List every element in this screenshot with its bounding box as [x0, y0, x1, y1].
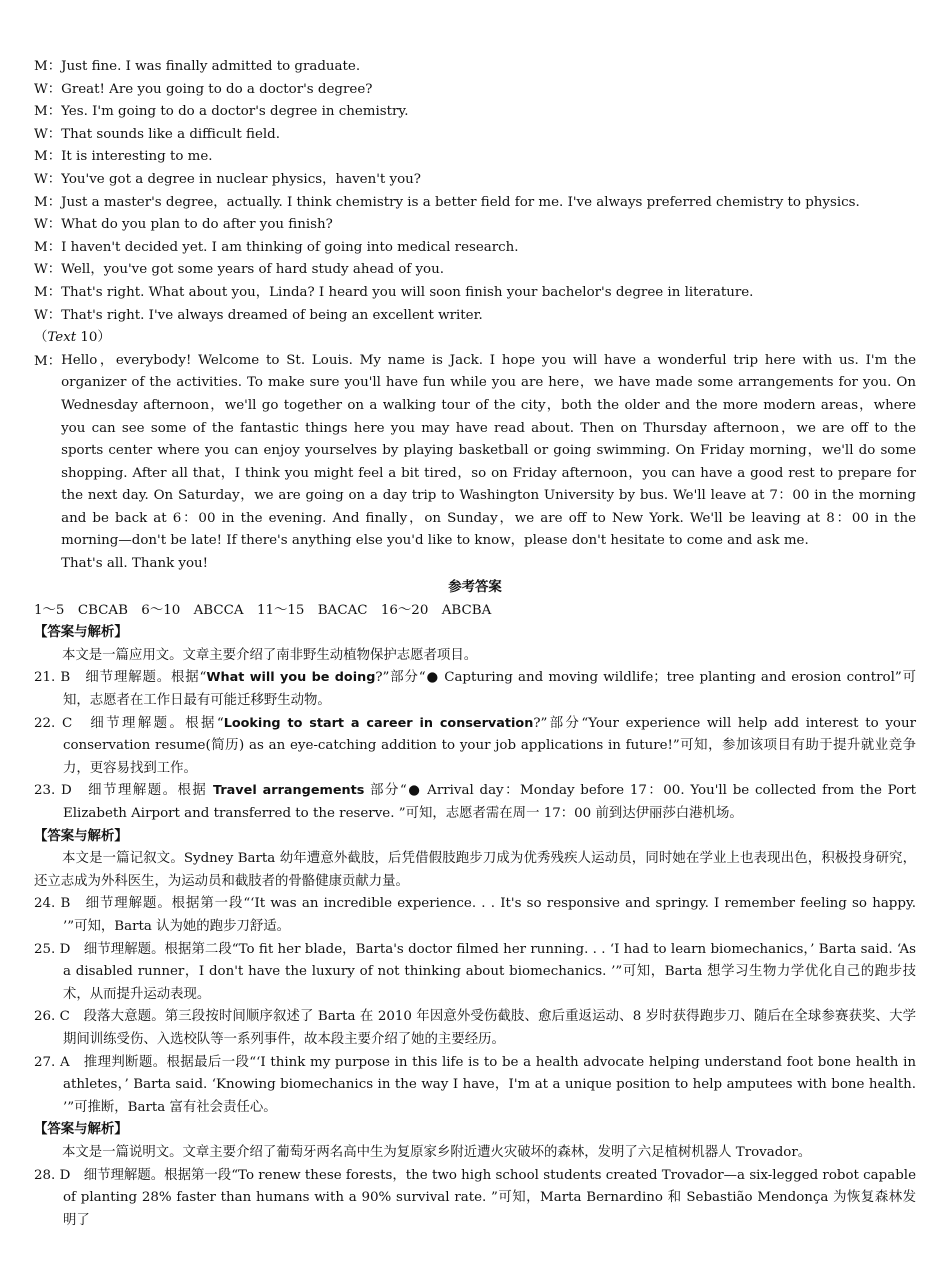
analysis-header: 【答案与解析】 — [34, 828, 128, 844]
answer-explanation — [34, 939, 916, 1007]
dialogue-block — [34, 56, 916, 327]
dialogue-text: Great! Are you going to do a doctor's degree? — [61, 81, 373, 97]
question-number: 27. A — [34, 1054, 70, 1070]
passage-summary: 本文是一篇说明文。文章主要介绍了葡萄牙两名高中生为复原家乡附近遭火灾破坏的森林，发明了六足植树机器人 Trovador。 — [62, 1144, 812, 1160]
speaker-tag: W： — [34, 126, 62, 142]
speaker-tag: M： — [34, 104, 62, 120]
explanation-text: 细节理解题。根据第二段“To fit her blade，Barta's doctor filmed her running. . . ‘I had to learn biomechanics，’ Barta said. ‘As a disabled runner，I don't have the luxury of not thinking about biomechanics. ’”可知，Barta 想学习生物力学优化自己的跑步技术，从而提升运动表现。 — [63, 941, 917, 1002]
analysis-header: 【答案与解析】 — [34, 625, 128, 641]
question-number: 28. D — [34, 1167, 71, 1183]
speaker-tag: M： — [34, 239, 62, 255]
dialogue-line — [34, 214, 916, 237]
explanation-text: 推理判断题。根据最后一段“‘I think my purpose in this life is to be a health advocate helping understand foot bone health in athletes，’ Barta said. ‘Knowing biomechanics in the way I have，I'm at a unique position to help amputees with bone health. ’”可推断，Barta 富有社会责任心。 — [63, 1054, 916, 1115]
answer-explanation — [34, 667, 916, 712]
answer-explanation — [34, 713, 916, 781]
explanation-text: 部分“● Arrival day：Monday before 17：00. You'll be collected from the Port Elizabeth Airport and transferred to the reserve. ”可知，志愿者需在周一 17：00 前到达伊丽莎白港机场。 — [63, 783, 916, 821]
dialogue-line — [34, 146, 916, 169]
dialogue-text: That's right. I've always dreamed of being an excellent writer. — [61, 307, 483, 323]
dialogue-line — [34, 56, 916, 79]
explanation-text: 段落大意题。第三段按时间顺序叙述了 Barta 在 2010 年因意外受伤截肢、愈后重返运动、8 岁时获得跑步刀、随后在全球参赛获奖、大学期间训练受伤、入选校队等一系列事件，故本段主要介绍了她的主要经历。 — [63, 1009, 916, 1047]
explanation-text: 细节理解题。根据第一段“To renew these forests，the two high school students created Trovador—a six-legged robot capable of planting 28% faster than humans with a 90% survival rate. ”可知，Marta Bernardino 和 Sebastião Mendonça 为恢复森林发明了 — [63, 1167, 916, 1228]
passage-summary: 本文是一篇应用文。文章主要介绍了南非野生动植物保护志愿者项目。 — [62, 647, 478, 663]
dialogue-line — [34, 259, 916, 282]
speaker-tag: M： — [34, 353, 62, 369]
dialogue-text: I haven't decided yet. I am thinking of going into medical research. — [61, 239, 519, 255]
text10-label: （Text 10） — [34, 330, 111, 346]
answer-explanation — [34, 1006, 916, 1051]
answer-explanation — [34, 1052, 916, 1120]
dialogue-line — [34, 169, 916, 192]
explanation-text: 细节理解题。根据“ — [72, 715, 224, 731]
dialogue-text: Well，you've got some years of hard study ahead of you. — [61, 262, 444, 278]
speaker-tag: W： — [34, 171, 62, 187]
speaker-tag: W： — [34, 81, 62, 97]
text10-monologue — [34, 350, 916, 576]
dialogue-line — [34, 305, 916, 328]
explanation-text: 细节理解题。根据 — [71, 783, 214, 799]
speaker-tag: M： — [34, 149, 62, 165]
question-number: 21. B — [34, 670, 71, 686]
explanation-text: ?”部分“Your experience will help add interest to your conservation resume(简历) as an eye-catching addition to your job applications in future!”可知，参加该项目有助于提升就业竞争力，更容易找到工作。 — [63, 715, 916, 776]
speaker-tag: W： — [34, 262, 62, 278]
speaker-tag: M： — [34, 194, 62, 210]
answer-explanation — [34, 893, 916, 938]
explanation-text: ?”部分“● Capturing and moving wildlife；tree planting and erosion control”可知，志愿者在工作日最有可能迁移野生动物。 — [63, 670, 916, 709]
question-number: 24. B — [34, 896, 71, 912]
dialogue-line — [34, 124, 916, 147]
analysis-header: 【答案与解析】 — [34, 1122, 128, 1138]
text10-body: Hello，everybody! Welcome to St. Louis. My name is Jack. I hope you will have a wonderful trip here with us. I'm the organizer of the activities. To make sure you'll have fun while you are here，we have made some arrangements for you. On Wednesday afternoon，we'll go together on a walking tour of the city，both the older and the more modern areas，where you can see some of the fantastic things here you may have read about. Then on Thursday afternoon，we are off to the sports center where you can enjoy yourselves by playing basketball or going swimming. On Friday morning，we'll do some shopping. After all that，I think you might feel a bit tired，so on Friday afternoon，you can have a good rest to prepare for the next day. On Saturday，we are going on a day trip to Washington University by bus. We'll leave at 7：00 in the morning and be back at 6：00 in the evening. And finally，on Sunday，we are off to New York. We'll be leaving at 8：00 in the morning—don't be late! If there's anything else you'd like to know，please don't hesitate to come and ask me. — [61, 352, 916, 549]
answer-explanation — [34, 1165, 916, 1233]
dialogue-text: You've got a degree in nuclear physics，haven't you? — [61, 171, 421, 187]
speaker-tag: W： — [34, 217, 62, 233]
dialogue-line — [34, 192, 916, 215]
answer-keys: 1～5 CBCAB 6～10 ABCCA 11～15 BACAC 16～20 ABCBA — [34, 602, 492, 618]
dialogue-line — [34, 79, 916, 102]
dialogue-line — [34, 101, 916, 124]
question-number: 22. C — [34, 715, 73, 731]
dialogue-text: What do you plan to do after you finish? — [61, 217, 333, 233]
speaker-tag: M： — [34, 59, 62, 74]
dialogue-text: Just fine. I was finally admitted to graduate. — [61, 59, 361, 74]
quoted-heading: Travel arrangements — [213, 783, 365, 799]
question-number: 23. D — [34, 783, 72, 799]
dialogue-text: It is interesting to me. — [61, 149, 213, 165]
answers-title: 参考答案 — [448, 579, 502, 595]
dialogue-line — [34, 237, 916, 260]
question-number: 25. D — [34, 941, 71, 957]
quoted-heading: Looking to start a career in conservation — [223, 715, 534, 731]
dialogue-line — [34, 282, 916, 305]
dialogue-text: Yes. I'm going to do a doctor's degree in chemistry. — [61, 104, 409, 120]
question-number: 26. C — [34, 1009, 70, 1025]
quoted-heading: What will you be doing — [206, 670, 376, 686]
text10-closing: That's all. Thank you! — [61, 556, 209, 572]
dialogue-text: That sounds like a difficult field. — [61, 126, 280, 142]
passage-summary: 本文是一篇记叙文。Sydney Barta 幼年遭意外截肢，后凭借假肢跑步刀成为优秀残疾人运动员，同时她在学业上也表现出色，积极投身研究，还立志成为外科医生，为运动员和截肢者的骨骼健康贡献力量。 — [34, 851, 916, 889]
speaker-tag: M： — [34, 284, 62, 300]
dialogue-text: That's right. What about you，Linda? I heard you will soon finish your bachelor's degree in literature. — [61, 284, 754, 300]
speaker-tag: W： — [34, 307, 62, 323]
dialogue-text: Just a master's degree，actually. I think chemistry is a better field for me. I've always preferred chemistry to physics. — [61, 194, 860, 210]
explanation-text: 细节理解题。根据第一段“‘It was an incredible experience. . . It's so responsive and springy. I remember feeling so happy. ’”可知，Barta 认为她的跑步刀舒适。 — [63, 896, 916, 934]
answer-explanation — [34, 780, 916, 825]
analysis-sections — [34, 622, 916, 1232]
explanation-text: 细节理解题。根据“ — [70, 670, 207, 686]
